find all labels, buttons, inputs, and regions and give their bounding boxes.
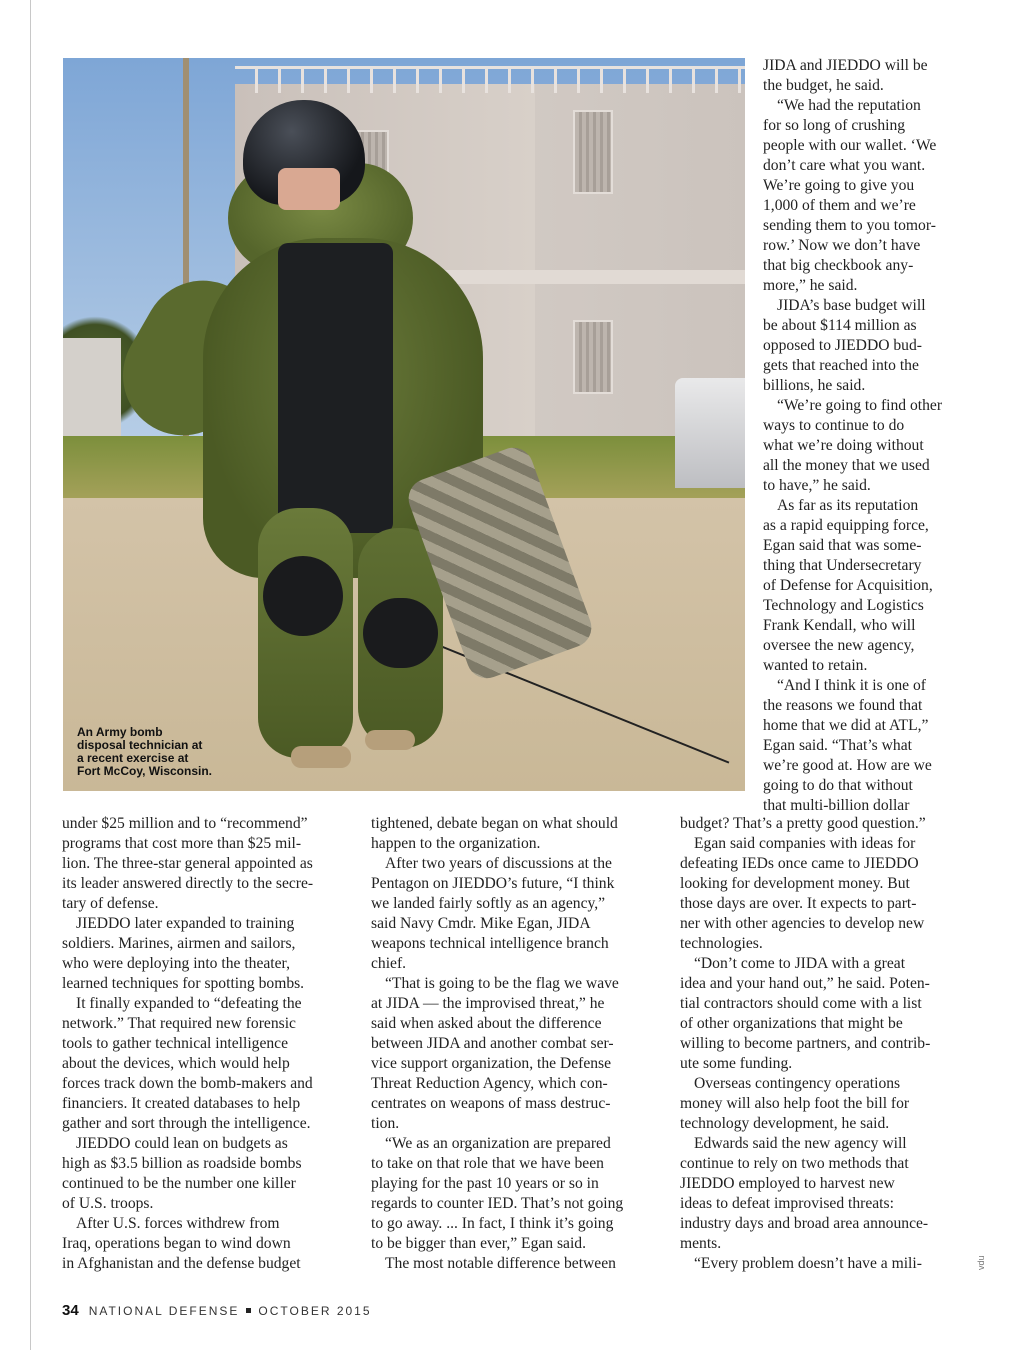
page-footer xyxy=(62,1302,372,1319)
text-line: gets that reached into the xyxy=(763,357,919,374)
text-line: After two years of discussions at the xyxy=(385,855,612,872)
text-line: more,” he said. xyxy=(763,277,858,294)
text-line: tial contractors should come with a list xyxy=(680,995,922,1012)
text-line: continue to rely on two methods that xyxy=(680,1155,909,1172)
text-line: JIEDDO later expanded to training xyxy=(76,915,295,932)
text-line: sending them to you tomor- xyxy=(763,217,936,234)
text-line: going to do that without xyxy=(763,777,913,794)
text-line: lion. The three-star general appointed as xyxy=(62,855,313,872)
text-line: Iraq, operations began to wind down xyxy=(62,1235,291,1252)
text-line: JIEDDO could lean on budgets as xyxy=(76,1135,288,1152)
text-line: tightened, debate began on what should xyxy=(371,815,618,832)
text-line: in Afghanistan and the defense budget xyxy=(62,1255,301,1272)
text-line: wanted to retain. xyxy=(763,657,868,674)
photo-caption xyxy=(77,726,247,778)
article-column-left xyxy=(62,814,313,1274)
text-line: what we’re doing without xyxy=(763,437,924,454)
text-line: thing that Undersecretary xyxy=(763,557,922,574)
text-line: tary of defense. xyxy=(62,895,159,912)
text-line: “Don’t come to JIDA with a great xyxy=(694,955,906,972)
text-line: ner with other agencies to develop new xyxy=(680,915,925,932)
text-line: “And I think it is one of xyxy=(777,677,926,694)
text-line: “We had the reputation xyxy=(777,97,921,114)
text-line: Egan said that was some- xyxy=(763,537,922,554)
text-line: learned techniques for spotting bombs. xyxy=(62,975,305,992)
text-line: said when asked about the difference xyxy=(371,1015,602,1032)
caption-line: a recent exercise at xyxy=(77,751,189,765)
text-line: ute some funding. xyxy=(680,1055,793,1072)
text-line: 1,000 of them and we’re xyxy=(763,197,916,214)
text-line: defeating IEDs once came to JIEDDO xyxy=(680,855,919,872)
text-line: as a rapid equipping force, xyxy=(763,517,929,534)
text-line: that big checkbook any- xyxy=(763,257,914,274)
text-line: “That is going to be the flag we wave xyxy=(385,975,619,992)
page-edge-rule xyxy=(30,0,31,1350)
text-line: Edwards said the new agency will xyxy=(694,1135,907,1152)
text-line: As far as its reputation xyxy=(777,497,919,514)
text-line: vice support organization, the Defense xyxy=(371,1055,612,1072)
text-line: JIDA and JIEDDO will be xyxy=(763,57,928,74)
text-line: playing for the past 10 years or so in xyxy=(371,1175,599,1192)
text-line: looking for development money. But xyxy=(680,875,910,892)
caption-line: Fort McCoy, Wisconsin. xyxy=(77,764,213,778)
text-line: tion. xyxy=(371,1115,400,1132)
text-line: to go away. ... In fact, I think it’s going xyxy=(371,1215,614,1232)
page-number: 34 xyxy=(62,1302,79,1319)
text-line: ways to continue to do xyxy=(763,417,905,434)
text-line: all the money that we used xyxy=(763,457,930,474)
text-line: high as $3.5 billion as roadside bombs xyxy=(62,1155,302,1172)
text-line: “We as an organization are prepared xyxy=(385,1135,611,1152)
text-line: centrates on weapons of mass destruc- xyxy=(371,1095,611,1112)
text-line: budget? That’s a pretty good question.” xyxy=(680,815,926,832)
text-line: It finally expanded to “defeating the xyxy=(76,995,302,1012)
text-line: Technology and Logistics xyxy=(763,597,924,614)
text-line: JIEDDO employed to harvest new xyxy=(680,1175,895,1192)
text-line: we’re good at. How are we xyxy=(763,757,932,774)
text-line: willing to become partners, and contrib- xyxy=(680,1035,931,1052)
text-line: of U.S. troops. xyxy=(62,1195,154,1212)
text-line: Egan said. “That’s what xyxy=(763,737,912,754)
text-line: technologies. xyxy=(680,935,763,952)
issue-date: OCTOBER 2015 xyxy=(258,1304,372,1318)
bullet-separator xyxy=(246,1308,251,1313)
text-line: idea and your hand out,” he said. Poten- xyxy=(680,975,930,992)
text-line: for so long of crushing xyxy=(763,117,906,134)
text-line: happen to the organization. xyxy=(371,835,541,852)
text-line: billions, he said. xyxy=(763,377,866,394)
text-line: row.’ Now we don’t have xyxy=(763,237,921,254)
text-line: under $25 million and to “recommend” xyxy=(62,815,308,832)
text-line: soldiers. Marines, airmen and sailors, xyxy=(62,935,296,952)
text-line: gather and sort through the intelligence. xyxy=(62,1115,311,1132)
text-line: the reasons we found that xyxy=(763,697,923,714)
text-line: Pentagon on JIEDDO’s future, “I think xyxy=(371,875,615,892)
text-line: between JIDA and another combat ser- xyxy=(371,1035,614,1052)
text-line: oversee the new agency, xyxy=(763,637,915,654)
text-line: people with our wallet. ‘We xyxy=(763,137,937,154)
text-line: to be bigger than ever,” Egan said. xyxy=(371,1235,587,1252)
text-line: JIDA’s base budget will xyxy=(777,297,926,314)
text-line: industry days and broad area announce- xyxy=(680,1215,929,1232)
text-line: network.” That required new forensic xyxy=(62,1015,296,1032)
text-line: don’t care what you want. xyxy=(763,157,926,174)
text-line: opposed to JIEDDO bud- xyxy=(763,337,922,354)
article-column-top-right xyxy=(763,56,942,816)
text-line: Overseas contingency operations xyxy=(694,1075,901,1092)
text-line: Egan said companies with ideas for xyxy=(694,835,916,852)
text-line: its leader answered directly to the secre- xyxy=(62,875,314,892)
text-line: “We’re going to find other xyxy=(777,397,943,414)
article-column-right xyxy=(680,814,930,1274)
text-line: said Navy Cmdr. Mike Egan, JIDA xyxy=(371,915,591,932)
text-line: forces track down the bomb-makers and xyxy=(62,1075,313,1092)
text-line: “Every problem doesn’t have a mili- xyxy=(694,1255,922,1272)
text-line: be about $114 million as xyxy=(763,317,917,334)
text-line: We’re going to give you xyxy=(763,177,915,194)
text-line: about the devices, which would help xyxy=(62,1055,290,1072)
caption-line: An Army bomb xyxy=(77,725,163,739)
article-column-middle xyxy=(371,814,623,1274)
text-line: After U.S. forces withdrew from xyxy=(76,1215,280,1232)
text-line: programs that cost more than $25 mil- xyxy=(62,835,302,852)
text-line: financiers. It created databases to help xyxy=(62,1095,301,1112)
text-line: weapons technical intelligence branch xyxy=(371,935,609,952)
side-tag: vdu xyxy=(976,1255,986,1270)
text-line: continued to be the number one killer xyxy=(62,1175,296,1192)
text-line: Frank Kendall, who will xyxy=(763,617,916,634)
text-line: regards to counter IED. That’s not going xyxy=(371,1195,624,1212)
text-line: to take on that role that we have been xyxy=(371,1155,604,1172)
text-line: home that we did at ATL,” xyxy=(763,717,929,734)
publication-name: NATIONAL DEFENSE xyxy=(88,1304,240,1318)
text-line: Threat Reduction Agency, which con- xyxy=(371,1075,608,1092)
text-line: who were deploying into the theater, xyxy=(62,955,291,972)
text-line: at JIDA — the improvised threat,” he xyxy=(371,995,605,1012)
bomb-suit-photo xyxy=(63,58,745,791)
caption-line: disposal technician at xyxy=(77,738,203,752)
text-line: that multi-billion dollar xyxy=(763,797,910,814)
text-line: The most notable difference between xyxy=(385,1255,616,1272)
text-line: technology development, he said. xyxy=(680,1115,890,1132)
text-line: of other organizations that might be xyxy=(680,1015,903,1032)
text-line: money will also help foot the bill for xyxy=(680,1095,910,1112)
text-line: we landed fairly softly as an agency,” xyxy=(371,895,606,912)
text-line: tools to gather technical intelligence xyxy=(62,1035,289,1052)
text-line: chief. xyxy=(371,955,407,972)
text-line: ideas to defeat improvised threats: xyxy=(680,1195,894,1212)
text-line: of Defense for Acquisition, xyxy=(763,577,933,594)
text-line: the budget, he said. xyxy=(763,77,884,94)
text-line: ments. xyxy=(680,1235,722,1252)
text-line: those days are over. It expects to part- xyxy=(680,895,917,912)
text-line: to have,” he said. xyxy=(763,477,871,494)
